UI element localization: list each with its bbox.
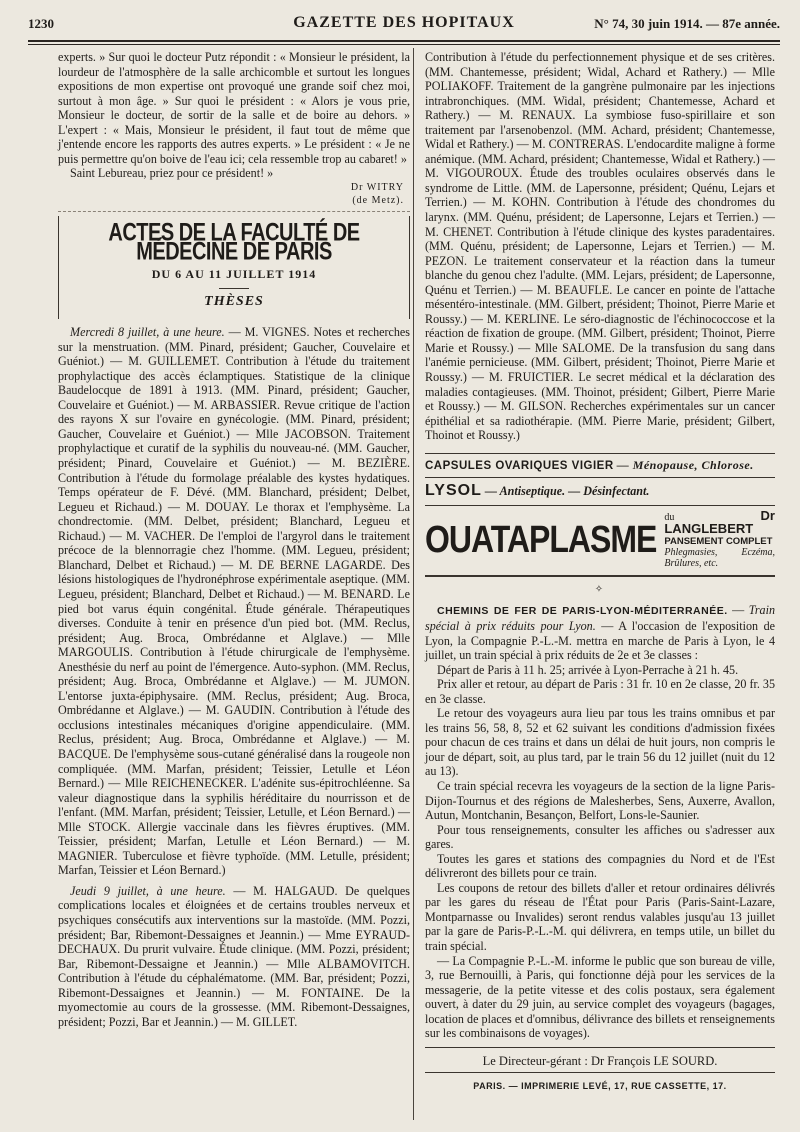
rail-p1-text: — A l'occasion de l'exposition de Lyon, la Compagnie P.-L.-M. mettra en marche de Paris à Lyon, le 4 juillet, un train spécial à prix réduits de 2e et 3e classes : <box>425 618 775 663</box>
ad-lysol <box>425 484 775 499</box>
ad-capsules-name: CAPSULES OVARIQUES VIGIER <box>425 459 614 472</box>
ad-lysol-name: LYSOL <box>425 482 482 500</box>
directeur-line: Le Directeur-gérant : Dr François LE SOURD. <box>425 1048 775 1074</box>
actes-title: ACTES DE LA FACULTÉ DE MÉDECINE DE PARIS <box>108 219 360 265</box>
rail-heading: CHEMINS DE FER DE PARIS-LYON-MÉDITERRANÉE. <box>437 605 728 618</box>
ad-ouata-name: OUATAPLASME <box>425 517 657 561</box>
letter-paragraph: experts. » Sur quoi le docteur Putz répondit : « Monsieur le président, la lourdeur de l'atmosphère de la salle archicomble et surtout les longues expositions de mon expertise ont provoqué une grande soif chez moi, surtout à mon âge. » Sur quoi le président : « Alors je vous prie, Monsieur le docteur, de sortir de la salle et de boire au dehors. » L'expert : « Mais, Monsieur le président, il faut tout de même que j'entende encore les rapports des autres experts. » Le président : « Je ne puis permettre qu'on boive de l'eau ici; cela ressemble trop au cabaret! » <box>58 50 410 166</box>
page-footer <box>425 1047 775 1098</box>
rail-paragraph-3: Prix aller et retour, au départ de Paris : 31 fr. 10 en 2e classe, 20 fr. 35 en 3e classe. <box>425 677 775 706</box>
ad-ouata-uses: Phlegmasies, Eczéma, Brûlures, etc. <box>664 546 775 569</box>
mercredi-paragraph <box>58 325 410 878</box>
header-rule <box>28 40 780 45</box>
actes-header <box>58 216 410 319</box>
rail-paragraph-8: Les coupons de retour des billets d'aller et retour ordinaires délivrés par les gares du réseau de l'État pour Paris (Paris-Saint-Lazare, Montparnasse ou Invalides) seront rendus valables jusqu'au 13 juillet par la gare de Paris-P.-L.-M. qui délivrera, en temps utile, un billet du train spécial. <box>425 880 775 953</box>
jeudi-lead: Jeudi 9 juillet, à une heure. <box>70 883 226 898</box>
jeudi-paragraph <box>58 884 410 1029</box>
rail-paragraph-2: Départ de Paris à 11 h. 25; arrivée à Lyon-Perrache à 21 h. 45. <box>437 662 739 677</box>
journal-title: GAZETTE DES HOPITAUX <box>293 14 515 31</box>
theses-heading: THÈSES <box>204 293 264 309</box>
ornament-divider: ✧ <box>594 583 606 595</box>
ad-capsules <box>425 453 775 479</box>
section-divider <box>58 211 410 212</box>
imprimerie-line: PARIS. — IMPRIMERIE LEVÉ, 17, RUE CASSETTE, 17. <box>473 1081 727 1092</box>
rail-paragraph-5: Ce train spécial recevra les voyageurs de la section de la ligne Paris-Dijon-Tournus et des régions de Malesherbes, Sens, Auxerre, Avallon, Autun, Montchanin, Besançon, Belfort, Lons-le-Saunier. <box>425 778 775 823</box>
ad-ouata-doctor: Dr LANGLEBERT <box>664 507 775 536</box>
rail-paragraph-9: — La Compagnie P.-L.-M. informe le public que son bureau de ville, 3, rue Bernouilli, à Paris, qui fonctionne déjà pour les services de la messagerie, de la petite vitesse et des colis postaux, sera également ouvert, à dater du 29 juin, au service complet des voyageurs (bagages, location de places et d'omnibus, délivrance des billets et renseignements sur les combinaisons de voyages). <box>425 953 775 1041</box>
letter-closing: Saint Lebureau, priez pour ce président! » <box>70 166 274 181</box>
ad-ouata-du: du <box>664 511 675 523</box>
ad-capsules-tail: — Ménopause, Chlorose. <box>616 457 754 472</box>
left-column <box>58 50 410 1029</box>
rail-paragraph-4: Le retour des voyageurs aura lieu par tous les trains omnibus et par les trains 56, 58, 8, 52 et 62 suivant les conditions d'admission fixées pour chacun de ces trains et dans un délai de huit jours, non compris le jour de départ, soit, au plus tard, par le train 56 du 12 juillet (nuit du 12 au 13). <box>425 706 775 779</box>
rail-paragraph-7: Toutes les gares et stations des compagnies du Nord et de l'Est délivreront des billets pour ce train. <box>425 851 775 881</box>
ad-ouataplasme <box>425 505 775 577</box>
actes-dates: DU 6 AU 11 JUILLET 1914 <box>151 267 317 282</box>
rail-paragraph-6: Pour tous renseignements, consulter les affiches ou s'adresser aux gares. <box>425 822 775 852</box>
theses-continued: Contribution à l'étude du perfectionnement physique et de ses critères. (MM. Chantemesse, président; Widal, Achard et Rathery.) — Mlle POLIAKOFF. Traitement de la gangrène pulmonaire par les injections intrabronchiques. (MM. Widal, président; Chantemesse, Achard et Rathery.) — M. RENAUX. La symbiose fuso-spirillaire et son traitement par l'arsenobenzol. (MM. Achard, président; Chantemesse, Widal et Rathery.) — M. CONTRERAS. L'endocardite maligne à forme anémique. (MM. Achard, président; Chantemesse, Widal et Rathery.) — M. VIGOUROUX. Étude des troubles oculaires observés dans le syndrome de Little. (MM. de Lapersonne, président; Quénu, Lejars et Terrien.) — M. KOHN. Contribution à l'étude des chondromes du larynx. (MM. Quénu, président; de Lapersonne, Lejars et Terrien.) — M. CHENET. Contribution à l'étude clinique des kystes paradentaires. (MM. Quénu, président; de Lapersonne, Lejars et Terrien.) — M. PEZON. Le traitement conservateur et la réaction dans la tumeur blanche du genou chez l'adulte. (MM. Lejars, président; de Lapersonne, Quénu et Terrien.) — M. BEAUFLE. Le cancer en pointe de l'attache mésentéro-intestinale. (MM. Gilbert, président; Thoinot, Pierre Marie et Roussy.) — M. KERLINE. Le séro-diagnostic de l'échinococcose et la réaction de fixation de groupe. (MM. Gilbert, président; Thoinot, Pierre Marie et Roussy.) — Mlle SALOME. De la transfusion du sang dans l'anémie pernicieuse. (MM. Gilbert, président; Thoinot, Pierre Marie et Roussy.) — M. FRUICTIER. Le secret médical et la déclaration des maladies contagieuses. (MM. Thoinot, président; Gilbert, Pierre Marie et Roussy.) — M. GILSON. Recherches expérimentales sur un cancer épithélial et sa radiothérapie. (MM. Pierre Marie, président; Gilbert, Thoinot et Roussy.) <box>425 50 775 443</box>
mercredi-text: — M. VIGNES. Notes et recherches sur la menstruation. (MM. Pinard, président; Gaucher, Couvelaire et Guéniot.) — M. GUILLEMET. Contribution à l'étude du traitement prophylactique des accès éclamptiques. Statistique de la clinique Baudelocque de 1891 à 1913. (MM. Pinard, président; Gaucher, Couvelaire et Guéniot.) — M. ARBASSIER. Revue critique de l'action des rayons X sur l'ovaire en gynécologie. (MM. Pinard, président; Gaucher, Couvelaire et Guéniot.) — Mlle JACOBSON. Traitement prophylactique et curatif de la syphilis du nouveau-né. (MM. Gaucher, président; Pinard, Couvelaire et Guéniot.) — M. BEZIÈRE. Contribution à l'étude du formolage préalable des kystes hydatiques. Temps opérateur de F. Dévé. (MM. Blanchard, président; Delbet, Legueu et Richaud.) — M. DOUAY. Le thorax et l'emphysème. La chondrectomie. (MM. Delbet, président; Blanchard, Legueu et Richaud.) — M. VACHER. De l'emploi de l'argyrol dans le traitement précoce de la blennorragie chez l'homme. (MM. Legueu, président; Blanchard, Delbet et Richaud.) — M. DE BERNE LAGARDE. Des lésions histologiques de l'hydronéphrose expérimentale aseptique. (MM. Legueu, président; Blanchard, Delbet et Richaud.) — M. BENARD. Le pied bot varus équin congénital. Étude générale. Thérapeutiques diverses. Conduite à tenir en présence d'un pied bot. (MM. Reclus, président; Aug. Broca, Ombrédanne et Alglave.) — Mlle MARGOULIS. Contribution à l'étude chirurgicale de l'emphysème. Anesthésie du nerf au point de l'émergence. Auto-syphon. (MM. Reclus, président; Aug. Broca, Ombrédanne et Alglave.) — M. JUMON. L'entorse juxta-épiphysaire. (MM. Reclus, président; Aug. Broca, Ombrédanne et Alglave.) — M. GAUDIN. Contribution à l'étude des occlusions intestinales mécaniques d'origine appendiculaire. (MM. Reclus, président; Aug. Broca, Ombrédanne et Alglave.) — M. BACQUE. De l'emphysème sous-cutané généralisé dans la rougeole non compliquée. (MM. Marfan, président; Teissier, Letulle et Léon Bernard.) — Mlle REICHENECKER. L'adénite sus-épitrochléenne. Sa valeur diagnostique dans la syphilis héréditaire du nourrisson et de l'enfant. (MM. Marfan, président; Teissier, Letulle, et Léon Bernard.) — Mlle STOCK. Allergie vaccinale dans les fièvres éruptives. (MM. Teissier, président; Marfan, Letulle et Léon Bernard.) — M. MAGNIER. Tuberculose et fièvre typhoïde. (MM. Letulle, président; Marfan, Teissier et Léon Bernard.) <box>58 325 410 878</box>
rail-paragraph-1: CHEMINS DE FER DE PARIS-LYON-MÉDITERRANÉE. — Train spécial à prix réduits pour Lyon. — A l'occasion de l'exposition de Lyon, la Compagnie P.-L.-M. mettra en marche de Paris à Lyon, le 4 juillet, un train spécial à prix réduits de 2e et 3e classes : <box>425 603 775 663</box>
ad-ouata-details <box>664 507 775 569</box>
rail-sub: Train spécial à prix réduits pour Lyon. <box>425 603 775 633</box>
ad-lysol-tail: — Antiseptique. — Désinfectant. <box>484 484 650 499</box>
signature: Dr WITRY <box>350 181 404 193</box>
right-column <box>425 50 775 1098</box>
column-divider <box>413 48 414 1120</box>
mercredi-lead: Mercredi 8 juillet, à une heure. <box>70 325 225 340</box>
page-header <box>28 12 780 38</box>
signature-place: (de Metz). <box>352 194 404 206</box>
title-rule <box>219 288 249 289</box>
ad-ouata-pansement: PANSEMENT COMPLET <box>664 535 773 547</box>
jeudi-text: — M. HALGAUD. De quelques complications locales et éloignées et de certains troubles nerveux et psychiques consécutifs aux interventions sur la mastoïde. (MM. Pozzi, président; Bar, Ribemont-Dessaignes et Jeannin.) — Mme EYRAUD-DECHAUX. Du prurit vulvaire. Étude clinique. (MM. Pozzi, président; Bar, Ribemont-Dessaigne et Jeannin.) — Mlle ALBAMOVITCH. Contribution à l'étude du céphalématome. (MM. Bar, président; Pozzi, Ribemont-Dessaignes et Jeannin.) — M. FONTAINE. De la myomectomie au cours de la grossesse. (MM. Ribemont-Dessaignes, président; Pozzi, Bar et Jeannin.) — M. GILLET. <box>58 883 410 1029</box>
issue-info: N° 74, 30 juin 1914. — 87e année. <box>594 16 780 31</box>
page-number: 1230 <box>28 16 54 31</box>
